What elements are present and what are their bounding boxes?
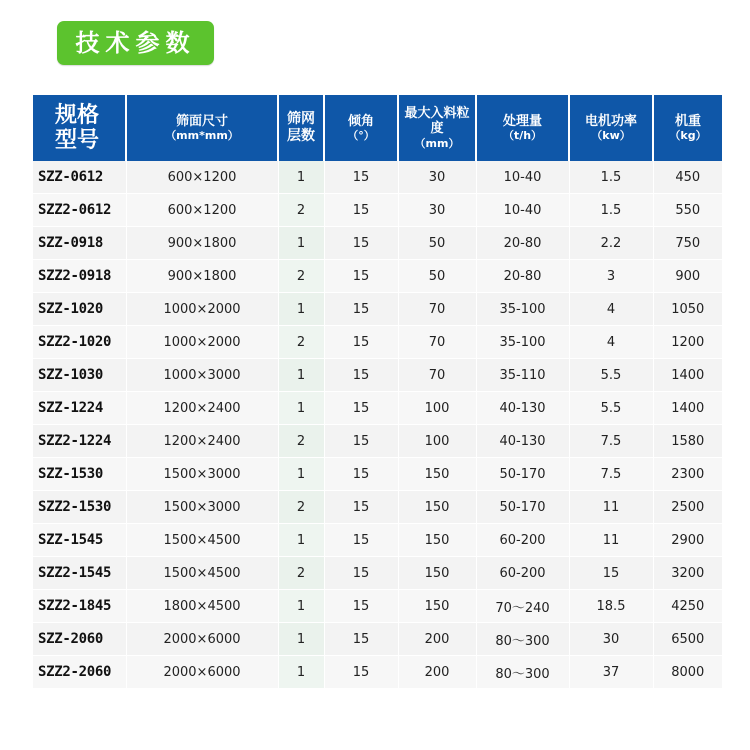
header-max-feed (398, 95, 476, 161)
header-weight (653, 95, 722, 161)
cell-capacity: 50-170 (476, 458, 569, 491)
cell-layers: 2 (278, 194, 324, 227)
cell-model: SZZ-1545 (33, 524, 126, 557)
spec-table (33, 95, 722, 689)
cell-layers: 1 (278, 590, 324, 623)
cell-layers: 1 (278, 458, 324, 491)
cell-model: SZZ-2060 (33, 623, 126, 656)
cell-capacity: 20-80 (476, 227, 569, 260)
cell-layers: 1 (278, 227, 324, 260)
cell-capacity: 80～300 (476, 623, 569, 656)
cell-model: SZZ-1530 (33, 458, 126, 491)
header-max-feed-unit: （mm） (414, 137, 460, 150)
cell-angle: 15 (324, 425, 398, 458)
cell-screen-size: 1500×3000 (126, 458, 278, 491)
cell-motor-power: 7.5 (569, 458, 653, 491)
cell-angle: 15 (324, 656, 398, 689)
header-weight-label: 机重 (674, 113, 701, 129)
cell-weight: 2300 (653, 458, 722, 491)
cell-model: SZZ-1020 (33, 293, 126, 326)
cell-screen-size: 600×1200 (126, 161, 278, 194)
cell-max-feed: 150 (398, 524, 476, 557)
cell-weight: 550 (653, 194, 722, 227)
cell-capacity: 60-200 (476, 557, 569, 590)
cell-angle: 15 (324, 326, 398, 359)
header-layers-label: 筛网层数 (287, 111, 315, 144)
cell-capacity: 20-80 (476, 260, 569, 293)
header-capacity-label: 处理量 (502, 113, 542, 129)
table-row (33, 359, 722, 392)
cell-weight: 3200 (653, 557, 722, 590)
header-capacity (476, 95, 569, 161)
header-capacity-unit: （t/h） (502, 129, 543, 143)
cell-max-feed: 30 (398, 161, 476, 194)
cell-layers: 2 (278, 557, 324, 590)
cell-motor-power: 5.5 (569, 392, 653, 425)
cell-motor-power: 3 (569, 260, 653, 293)
cell-weight: 1580 (653, 425, 722, 458)
cell-model: SZZ-1224 (33, 392, 126, 425)
cell-screen-size: 1800×4500 (126, 590, 278, 623)
table-row (33, 392, 722, 425)
cell-layers: 1 (278, 623, 324, 656)
header-screen-size (126, 95, 278, 161)
cell-motor-power: 15 (569, 557, 653, 590)
header-layers (278, 95, 324, 161)
cell-motor-power: 11 (569, 491, 653, 524)
cell-model: SZZ2-0918 (33, 260, 126, 293)
cell-screen-size: 1500×4500 (126, 524, 278, 557)
cell-motor-power: 5.5 (569, 359, 653, 392)
table-row (33, 260, 722, 293)
cell-capacity: 35-100 (476, 326, 569, 359)
cell-model: SZZ2-2060 (33, 656, 126, 689)
header-model-label: 规格型号 (55, 102, 100, 153)
cell-max-feed: 200 (398, 656, 476, 689)
cell-weight: 2900 (653, 524, 722, 557)
cell-screen-size: 1500×4500 (126, 557, 278, 590)
cell-layers: 1 (278, 392, 324, 425)
cell-motor-power: 7.5 (569, 425, 653, 458)
cell-weight: 1400 (653, 392, 722, 425)
cell-weight: 450 (653, 161, 722, 194)
cell-max-feed: 50 (398, 227, 476, 260)
cell-angle: 15 (324, 392, 398, 425)
cell-angle: 15 (324, 590, 398, 623)
table-row (33, 326, 722, 359)
header-screen-size-unit: （mm*mm） (165, 129, 239, 143)
cell-max-feed: 150 (398, 557, 476, 590)
cell-angle: 15 (324, 524, 398, 557)
cell-angle: 15 (324, 623, 398, 656)
header-motor-power-label: 电机功率 (584, 113, 637, 129)
cell-layers: 1 (278, 524, 324, 557)
cell-motor-power: 30 (569, 623, 653, 656)
cell-layers: 1 (278, 293, 324, 326)
cell-layers: 2 (278, 491, 324, 524)
cell-max-feed: 200 (398, 623, 476, 656)
cell-screen-size: 1200×2400 (126, 392, 278, 425)
table-row (33, 656, 722, 689)
table-row (33, 590, 722, 623)
section-title-badge (57, 21, 214, 65)
cell-angle: 15 (324, 557, 398, 590)
header-model (33, 95, 126, 161)
table-row (33, 524, 722, 557)
header-weight-unit: （kg） (669, 129, 707, 143)
cell-screen-size: 1000×3000 (126, 359, 278, 392)
cell-screen-size: 1200×2400 (126, 425, 278, 458)
table-row (33, 227, 722, 260)
cell-model: SZZ-0918 (33, 227, 126, 260)
cell-capacity: 70～240 (476, 590, 569, 623)
cell-max-feed: 70 (398, 293, 476, 326)
table-row (33, 458, 722, 491)
cell-model: SZZ2-1224 (33, 425, 126, 458)
cell-screen-size: 600×1200 (126, 194, 278, 227)
cell-capacity: 40-130 (476, 425, 569, 458)
header-max-feed-label: 最大入料粒度 (404, 105, 470, 137)
table-row (33, 425, 722, 458)
cell-capacity: 40-130 (476, 392, 569, 425)
cell-motor-power: 4 (569, 293, 653, 326)
cell-capacity: 35-110 (476, 359, 569, 392)
cell-angle: 15 (324, 458, 398, 491)
cell-screen-size: 2000×6000 (126, 623, 278, 656)
cell-capacity: 50-170 (476, 491, 569, 524)
cell-max-feed: 50 (398, 260, 476, 293)
cell-max-feed: 150 (398, 590, 476, 623)
cell-model: SZZ2-1545 (33, 557, 126, 590)
cell-model: SZZ2-1530 (33, 491, 126, 524)
table-row (33, 557, 722, 590)
section-title: 技术参数 (75, 28, 196, 57)
cell-motor-power: 2.2 (569, 227, 653, 260)
cell-model: SZZ-0612 (33, 161, 126, 194)
table-row (33, 293, 722, 326)
cell-weight: 2500 (653, 491, 722, 524)
cell-angle: 15 (324, 491, 398, 524)
cell-angle: 15 (324, 227, 398, 260)
cell-max-feed: 100 (398, 425, 476, 458)
cell-motor-power: 1.5 (569, 161, 653, 194)
cell-model: SZZ2-0612 (33, 194, 126, 227)
cell-layers: 1 (278, 359, 324, 392)
header-motor-power-unit: （kw） (591, 129, 631, 143)
cell-max-feed: 70 (398, 326, 476, 359)
cell-weight: 6500 (653, 623, 722, 656)
cell-max-feed: 150 (398, 491, 476, 524)
cell-weight: 1400 (653, 359, 722, 392)
cell-capacity: 80～300 (476, 656, 569, 689)
cell-weight: 4250 (653, 590, 722, 623)
cell-layers: 2 (278, 425, 324, 458)
cell-layers: 1 (278, 656, 324, 689)
cell-max-feed: 30 (398, 194, 476, 227)
cell-motor-power: 18.5 (569, 590, 653, 623)
cell-motor-power: 1.5 (569, 194, 653, 227)
cell-screen-size: 1000×2000 (126, 293, 278, 326)
cell-layers: 2 (278, 260, 324, 293)
cell-max-feed: 150 (398, 458, 476, 491)
table-header-row (33, 95, 722, 161)
cell-weight: 750 (653, 227, 722, 260)
cell-capacity: 10-40 (476, 194, 569, 227)
cell-weight: 900 (653, 260, 722, 293)
cell-capacity: 10-40 (476, 161, 569, 194)
header-angle (324, 95, 398, 161)
cell-capacity: 60-200 (476, 524, 569, 557)
cell-angle: 15 (324, 194, 398, 227)
cell-screen-size: 900×1800 (126, 260, 278, 293)
cell-angle: 15 (324, 260, 398, 293)
header-screen-size-label: 筛面尺寸 (175, 113, 228, 129)
cell-motor-power: 37 (569, 656, 653, 689)
cell-angle: 15 (324, 293, 398, 326)
header-angle-label: 倾角 (347, 113, 374, 129)
cell-weight: 1200 (653, 326, 722, 359)
cell-model: SZZ2-1020 (33, 326, 126, 359)
cell-screen-size: 1500×3000 (126, 491, 278, 524)
cell-screen-size: 900×1800 (126, 227, 278, 260)
cell-angle: 15 (324, 161, 398, 194)
cell-motor-power: 4 (569, 326, 653, 359)
cell-screen-size: 1000×2000 (126, 326, 278, 359)
header-angle-unit: （°） (347, 129, 375, 143)
cell-max-feed: 100 (398, 392, 476, 425)
cell-capacity: 35-100 (476, 293, 569, 326)
header-motor-power (569, 95, 653, 161)
cell-model: SZZ-1030 (33, 359, 126, 392)
cell-motor-power: 11 (569, 524, 653, 557)
table-row (33, 194, 722, 227)
cell-weight: 1050 (653, 293, 722, 326)
cell-max-feed: 70 (398, 359, 476, 392)
cell-screen-size: 2000×6000 (126, 656, 278, 689)
cell-weight: 8000 (653, 656, 722, 689)
cell-layers: 1 (278, 161, 324, 194)
cell-layers: 2 (278, 326, 324, 359)
cell-model: SZZ2-1845 (33, 590, 126, 623)
table-row (33, 161, 722, 194)
cell-angle: 15 (324, 359, 398, 392)
table-row (33, 623, 722, 656)
table-row (33, 491, 722, 524)
